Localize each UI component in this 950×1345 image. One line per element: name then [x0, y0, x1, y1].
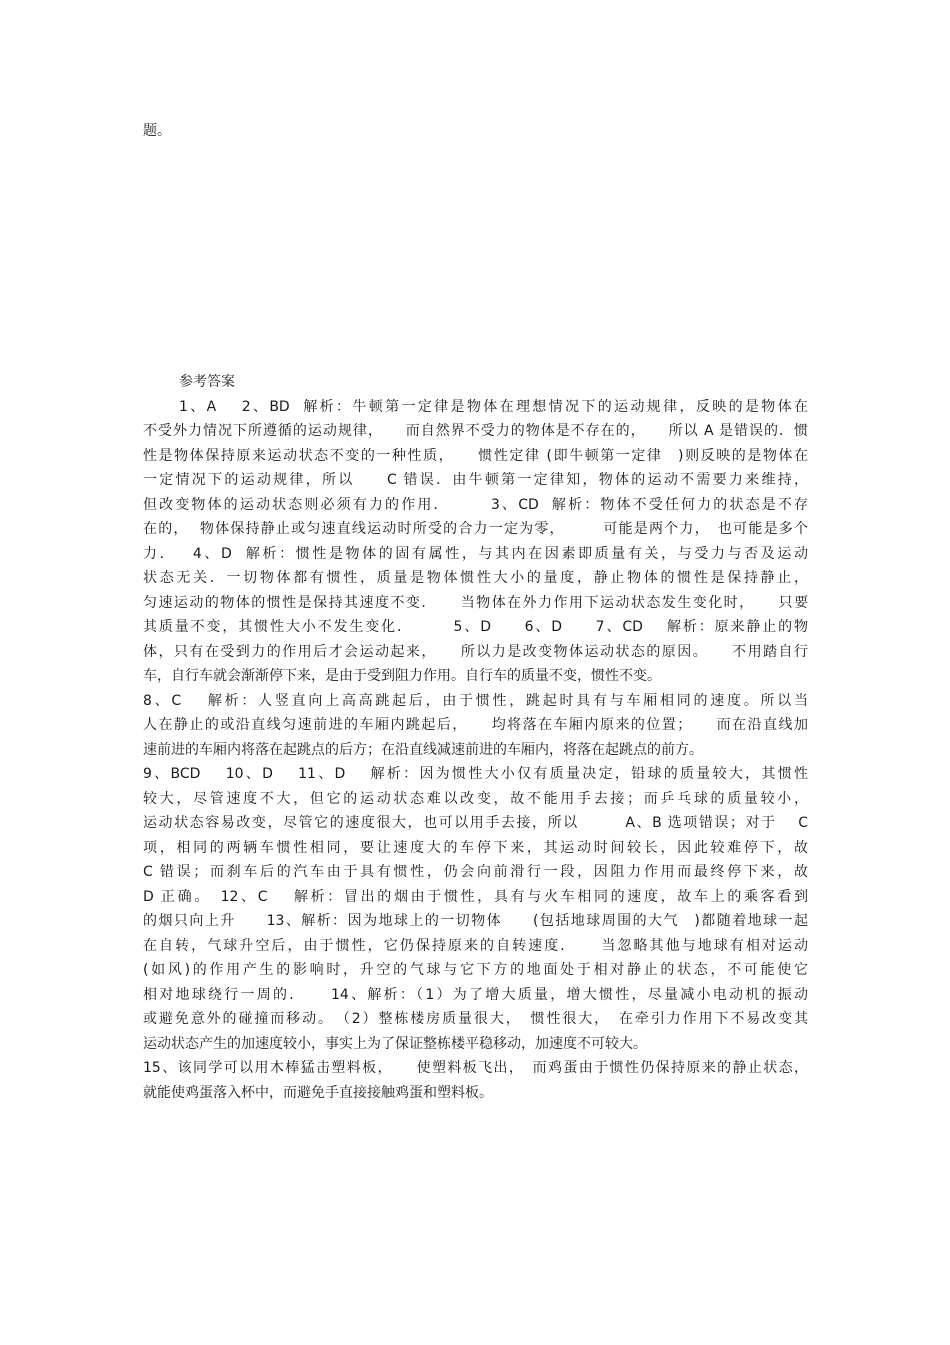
- answer-line: 运动状态产生的加速度较小，事实上为了保证整栋楼平稳移动，加速度不可较大。: [143, 1035, 647, 1052]
- answer-line: 力． 4、D 解析：惯性是物体的固有属性，与其内在因素即质量有关，与受力与否及运动: [143, 545, 808, 562]
- answer-line: 在的， 物体保持静止或匀速直线运动时所受的合力一定为零， 可能是两个力， 也可能是多个: [143, 521, 808, 537]
- answer-line: 但改变物体的运动状态则必须有力的作用． 3、CD 解析：物体不受任何力的状态是不存: [143, 496, 808, 513]
- answer-line: (如风)的作用产生的影响时，升空的气球与它下方的地面处于相对静止的状态，不可能使它: [143, 962, 808, 978]
- answer-line: 运动状态容易改变，尽管它的速度很大，也可以用手去接，所以 A、B 选项错误；对于 C: [143, 815, 808, 831]
- answer-line: 就能使鸡蛋落入杯中，而避免手直接接触鸡蛋和塑料板。: [143, 1084, 493, 1101]
- answer-section: [143, 370, 808, 1105]
- answer-line: 1、A 2、BD 解析：牛顿第一定律是物体在理想情况下的运动规律，反映的是物体在: [179, 398, 808, 415]
- answer-line: 车，自行车就会渐渐停下来，是由于受到阻力作用。自行车的质量不变，惯性不变。: [143, 668, 661, 684]
- answer-line: 在自转，气球升空后，由于惯性，它仍保持原来的自转速度． 当忽略其他与地球有相对运动: [143, 937, 808, 954]
- answer-line: 人在静止的或沿直线匀速前进的车厢内跳起后， 均将落在车厢内原来的位置； 而在沿直线加: [143, 717, 808, 733]
- answer-line: 一定情况下的运动规律，所以 C 错误．由牛顿第一定律知，物体的运动不需要力来维持，: [143, 472, 808, 488]
- answer-line: D 正确。 12、C 解析：冒出的烟由于惯性，具有与火车相同的速度，故车上的乘客看到: [143, 888, 808, 905]
- answer-line: 较大，尽管速度不大，但它的运动状态难以改变，故不能用手去接；而乒乓球的质量较小，: [143, 790, 808, 807]
- answer-line: 8、C 解析：人竖直向上高高跳起后，由于惯性，跳起时具有与车厢相同的速度。所以当: [143, 692, 808, 709]
- answer-line: 项，相同的两辆车惯性相同，要让速度大的车停下来，其运动时间较长，因此较难停下，故: [143, 839, 808, 856]
- answer-line: C 错误；而刹车后的汽车由于具有惯性，仍会向前滑行一段，因阻力作用而最终停下来，故: [143, 864, 808, 880]
- answer-line: 相对地球绕行一周的． 14、解析：（1）为了增大质量，增大惯性，尽量减小电动机的振动: [143, 986, 808, 1003]
- answer-line: 不受外力情况下所遵循的运动规律， 而自然界不受力的物体是不存在的， 所以 A 是错误的．惯: [143, 423, 808, 439]
- answer-heading: 参考答案: [179, 374, 235, 390]
- answer-line: 速前进的车厢内将落在起跳点的后方；在沿直线减速前进的车厢内，将落在起跳点的前方。: [143, 741, 703, 758]
- answer-line: 状态无关．一切物体都有惯性，质量是物体惯性大小的量度，静止物体的惯性是保持静止，: [143, 570, 808, 586]
- answer-line: 其质量不变，其惯性大小不发生变化． 5、D 6、D 7、CD 解析：原来静止的物: [143, 619, 808, 635]
- answer-line: 9、BCD 10、D 11、D 解析：因为惯性大小仅有质量决定，铅球的质量较大，其惯性: [143, 766, 808, 782]
- answer-body: [143, 395, 808, 1106]
- answer-line: 15、该同学可以用木棒猛击塑料板， 使塑料板飞出， 而鸡蛋由于惯性仍保持原来的静止状态，: [143, 1060, 808, 1076]
- answer-line: 体，只有在受到力的作用后才会运动起来， 所以力是改变物体运动状态的原因。 不用踏自行: [143, 643, 808, 660]
- answer-line: 匀速运动的物体的惯性是保持其速度不变． 当物体在外力作用下运动状态发生变化时， 只要: [143, 594, 808, 611]
- answer-line: 的烟只向上升 13、解析：因为地球上的一切物体 (包括地球周围的大气 )都随着地球一起: [143, 913, 808, 929]
- answer-line: 或避免意外的碰撞而移动。 （2）整栋楼房质量很大， 惯性很大， 在牵引力作用下不易改变其: [143, 1011, 808, 1027]
- previous-page-fragment: 题。: [143, 123, 171, 139]
- answer-line: 性是物体保持原来运动状态不变的一种性质， 惯性定律 (即牛顿第一定律 )则反映的是物体在: [143, 447, 808, 464]
